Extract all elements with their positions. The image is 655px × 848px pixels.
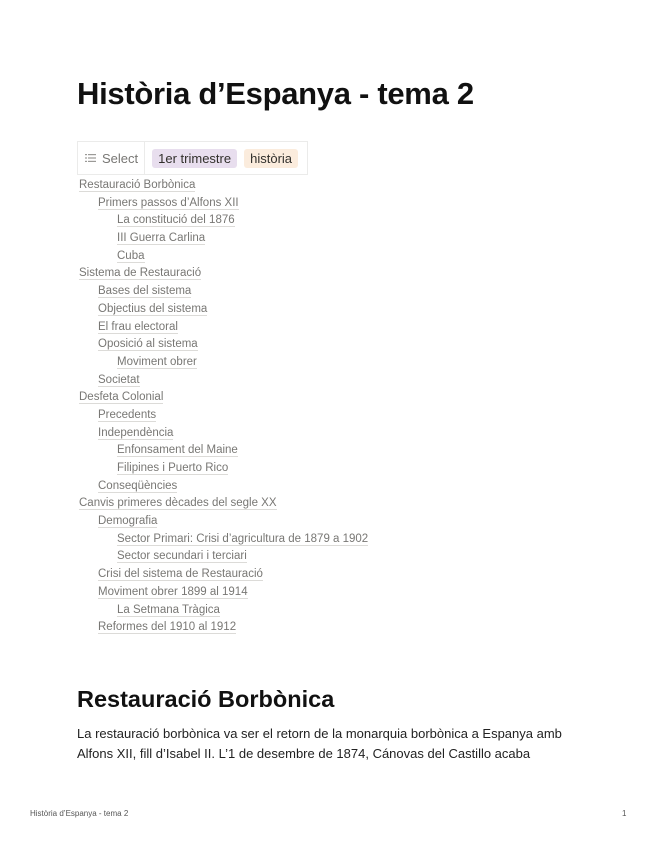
- toc-item[interactable]: Filipines i Puerto Rico: [117, 462, 229, 474]
- toc-item[interactable]: Demografia: [98, 515, 158, 528]
- select-property-label: Select: [102, 150, 139, 166]
- toc-item[interactable]: Moviment obrer: [117, 355, 197, 368]
- toc-item[interactable]: Societat: [98, 373, 140, 386]
- toc-item[interactable]: Bases del sistema: [98, 285, 192, 298]
- toc-item[interactable]: Sector secundari i terciari: [117, 550, 247, 563]
- page-number: 1: [622, 809, 627, 818]
- toc-item[interactable]: Enfonsament del Maine: [117, 444, 238, 457]
- toc-item[interactable]: Reformes del 1910 al 1912: [98, 621, 237, 634]
- tag-historia[interactable]: història: [244, 149, 298, 168]
- toc-item[interactable]: Cuba: [117, 249, 145, 262]
- toc-item[interactable]: Canvis primeres dècades del segle XX: [79, 497, 277, 510]
- toc-item[interactable]: Sistema de Restauració: [79, 267, 202, 280]
- list-icon: [85, 153, 96, 163]
- select-property[interactable]: [78, 142, 145, 174]
- section-heading: Restauració Borbònica: [77, 686, 335, 712]
- toc-item[interactable]: Precedents: [98, 408, 157, 421]
- toc-item[interactable]: Oposició al sistema: [98, 338, 198, 351]
- footer-title: Història d’Espanya - tema 2: [30, 809, 129, 818]
- toc-item[interactable]: Conseqüències: [98, 479, 178, 492]
- toc-item[interactable]: Sector Primari: Crisi d’agricultura de 1879 a 1902: [117, 532, 369, 545]
- table-of-contents: [79, 177, 368, 637]
- toc-item[interactable]: Crisi del sistema de Restauració: [98, 568, 263, 581]
- tag-list: [145, 142, 307, 174]
- toc-item[interactable]: Primers passos d’Alfons XII: [98, 196, 239, 209]
- tag-1er-trimestre[interactable]: 1er trimestre: [152, 149, 237, 168]
- toc-item[interactable]: Moviment obrer 1899 al 1914: [98, 585, 248, 598]
- toc-item[interactable]: III Guerra Carlina: [117, 232, 206, 245]
- toc-item[interactable]: El frau electoral: [98, 320, 178, 333]
- toc-item[interactable]: Desfeta Colonial: [79, 391, 164, 404]
- toc-item[interactable]: La Setmana Tràgica: [117, 603, 220, 616]
- toc-item[interactable]: Independència: [98, 426, 174, 439]
- section-paragraph: La restauració borbònica va ser el retorn de la monarquia borbònica a Espanya amb Alfons XII, fill d’Isabel II. L’1 de desembre de 1874, Cánovas del Castillo acaba: [77, 726, 562, 761]
- toc-item[interactable]: La constitució del 1876: [117, 214, 235, 227]
- toc-item[interactable]: Restauració Borbònica: [79, 179, 196, 191]
- properties-bar: [77, 141, 308, 175]
- page-title: Història d’Espanya - tema 2: [77, 76, 474, 111]
- toc-item[interactable]: Objectius del sistema: [98, 302, 208, 315]
